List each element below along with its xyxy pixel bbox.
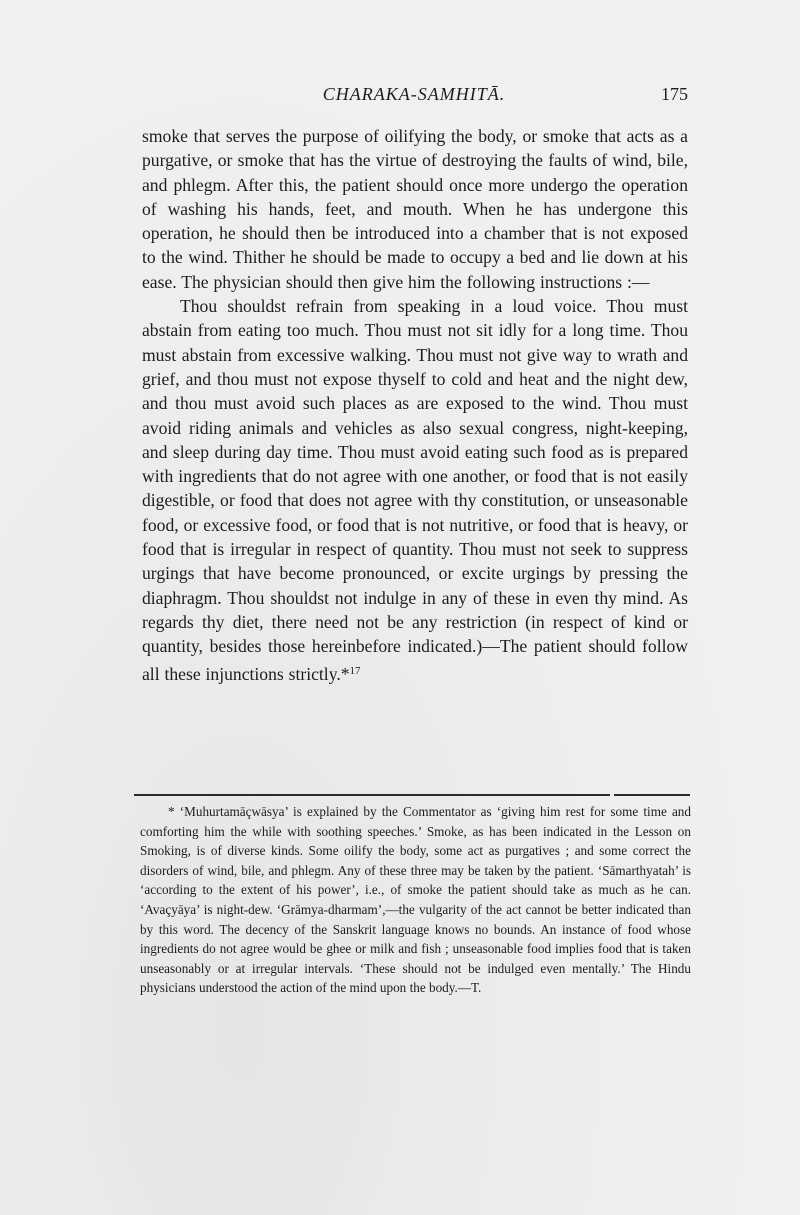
footnote xyxy=(140,802,691,998)
footnote-text: * ‘Muhurtamāçwāsya’ is explained by the Commentator as ‘giving him rest for some time and comforting him the while with soothing speeches.’ Smoke, as has been indicated in the Lesson on Smoking, is of diverse kinds. Some oilify the body, some act as purgatives ; and some correct the disorders of wind, bile, and phlegm. Any of these three may be taken by the patient. ‘Sāmarthyatah’ is ‘according to the extent of his power’, i.e., of smoke the patient should take as much as he can. ‘Avaçyāya’ is night-dew. ‘Grāmya-dharmam’,—the vulgarity of the act cannot be better indicated than by this word. The decency of the Sanskrit language knows no bounds. An instance of food whose ingredients do not agree would be ghee or milk and fish ; unseasonable food implies food that is taken unseasonably or at irregular intervals. ‘These should not be indulged even mentally.’ The Hindu physicians understood the action of the mind upon the body.—T. xyxy=(140,804,691,996)
footnote-marker: 17 xyxy=(349,664,361,677)
running-head xyxy=(140,84,688,108)
footnote-divider-gap xyxy=(610,793,614,797)
paragraph-continuation: smoke that serves the purpose of oilifying the body, or smoke that acts as a purgative, or smoke that has the virtue of destroying the faults of wind, bile, and phlegm. After this, the patient should once more undergo the operation of washing his hands, feet, and mouth. When he has undergone this operation, he should then be introduced into a chamber that is not exposed to the wind. Thither he should be made to occupy a bed and lie down at his ease. The physician should then give him the following instructions :— xyxy=(142,126,688,292)
body-text xyxy=(142,124,688,686)
footnote-divider xyxy=(134,794,690,796)
running-title: CHARAKA-SAMHITĀ. xyxy=(322,84,506,104)
page-number: 175 xyxy=(661,84,688,104)
paragraph-instructions xyxy=(142,294,688,686)
paragraph-instructions-text: Thou shouldst refrain from speaking in a loud voice. Thou must abstain from eating too much. Thou must not sit idly for a long time. Thou must abstain from excessive walking. Thou must not give way to wrath and grief, and thou must not expose thyself to cold and heat and the night dew, and thou must avoid such places as are exposed to the wind. Thou must avoid riding animals and vehicles as also sexual congress, night-keeping, and sleep during day time. Thou must avoid eating such food as is prepared with ingredients that do not agree with one another, or food that is not easily digestible, or food that does not agree with thy constitution, or unseasonable food, or excessive food, or food that is not nutritive, or food that is heavy, or food that is irregular in respect of quantity. Thou must not seek to suppress urgings that have become pronounced, or excite urgings by pressing the diaphragm. Thou shouldst not indulge in any of these in even thy mind. As regards thy diet, there need not be any restriction (in respect of kind or quantity, besides those hereinbefore indicated.)—The patient should follow all these injunctions strictly.* xyxy=(142,296,688,684)
